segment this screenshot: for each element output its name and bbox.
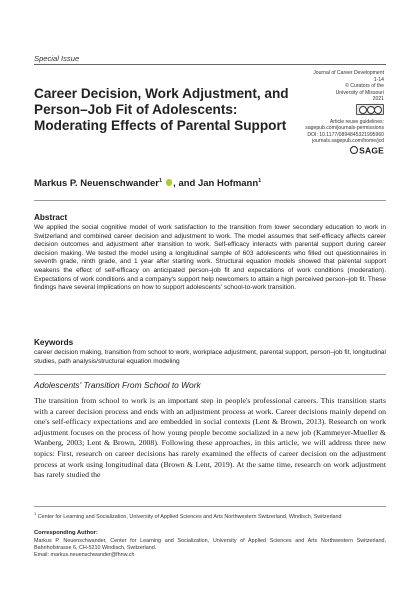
keywords-divider [34, 374, 386, 375]
keywords-text: career decision making, transition from school to work, workplace adjustment, parental support, person–job fit, longitudinal studies, path analysis/structural equation modeling [34, 349, 386, 365]
journal-pages: 1-14 [373, 76, 384, 83]
journal-info [284, 70, 384, 154]
affiliation-marker: 1 [34, 511, 37, 516]
authors-divider [34, 200, 386, 201]
corresponding-author-email[interactable]: Email: markus.neuenschwander@fhnw.ch [34, 552, 135, 558]
article-title: Career Decision, Work Adjustment, and Person–Job Fit of Adolescents: Moderating Effects of Parental Support [34, 86, 289, 133]
abstract-text: We applied the social cognitive model of work satisfaction to the transition from lower secondary education to work in Switzerland and combined career decision and adjustment to work. The model assumes that self-efficacy affects career decision outcomes and adjustment after transition to work. Self-efficacy interacts with parental support during career decision making. We tested the model using a longitudinal sample of 603 adolescents who filled out questionnaires in seventh grade, ninth grade, and 1 year after starting work. Structural equation models showed that parental support weakens the effect of self-efficacy on anticipated person–job fit and expectations of work conditions (moderation). Expectations of work conditions and a company's support help newcomers to attain a high perceived person–job fit. These findings have several implications on how to support adolescents' school-to-work transition. [34, 224, 386, 292]
publisher-name: SAGE [359, 145, 384, 156]
abstract-heading: Abstract [34, 213, 68, 222]
author-name[interactable]: Markus P. Neuenschwander [34, 178, 159, 190]
orcid-icon[interactable] [166, 179, 173, 186]
journal-copyright: © Curators of the University of Missouri 2021 [335, 83, 384, 103]
author-list [34, 178, 261, 189]
journal-home-link[interactable]: journals.sagepub.com/home/jcd [312, 138, 384, 145]
corresponding-author-block [34, 538, 386, 559]
body-paragraph: The transition from school to work is an important step in people's professional careers. This transition starts with a career decision process and ends with an adjustment process at work. Career decisions mainly depend on one's self-efficacy expectations and are embedded in social contexts (Lent & Brown, 2013). Research on work adjustment focuses on the process of how young people become socialized in a new job (Kammeyer-Mueller & Wanberg, 2003; Lent & Brown, 2008). Following these approaches, in this article, we will address three new topics: First, research on career decisions has rarely examined the effects of career decision on the adjustment process at work using longitudinal data (Brown & Lent, 2019). At the same time, research on work adjustment has rarely studied the [34, 396, 386, 480]
reuse-guidelines-label: Article reuse guidelines: [329, 118, 384, 125]
affiliation-marker: 1 [258, 178, 262, 184]
header-divider [34, 64, 386, 65]
author-name[interactable]: Jan Hofmann [197, 178, 259, 190]
affiliation-text: Center for Learning and Socialization, University of Applied Sciences and Arts Northwestern Switzerland, Windisch, Switzerland [37, 513, 342, 520]
creative-commons-badge-icon [356, 104, 384, 115]
reuse-guidelines-link[interactable]: sagepub.com/journals-permissions [305, 125, 384, 132]
corresponding-author-heading: Corresponding Author: [34, 530, 98, 536]
author-separator: , and [173, 178, 198, 190]
corresponding-author-address: Markus P. Neuenschwander, Center for Learning and Socialization, University of Applied Sciences and Arts Northwestern Switzerland, Bahnhofstrasse 6, CH-5210 Windisch, Switzerland. [34, 538, 386, 551]
footnote-divider [34, 506, 386, 507]
cc-license-badge-row [284, 103, 384, 119]
doi-link[interactable]: DOI: 10.1177/0894845321995960 [307, 131, 384, 138]
section-heading: Adolescents' Transition From School to Work [34, 380, 201, 390]
keywords-heading: Keywords [34, 338, 74, 347]
sage-logo-icon [284, 146, 384, 154]
affiliation-marker: 1 [158, 178, 163, 184]
special-issue-label: Special Issue [34, 54, 80, 63]
journal-name: Journal of Career Development [313, 70, 384, 76]
affiliation-footnote [34, 510, 386, 521]
